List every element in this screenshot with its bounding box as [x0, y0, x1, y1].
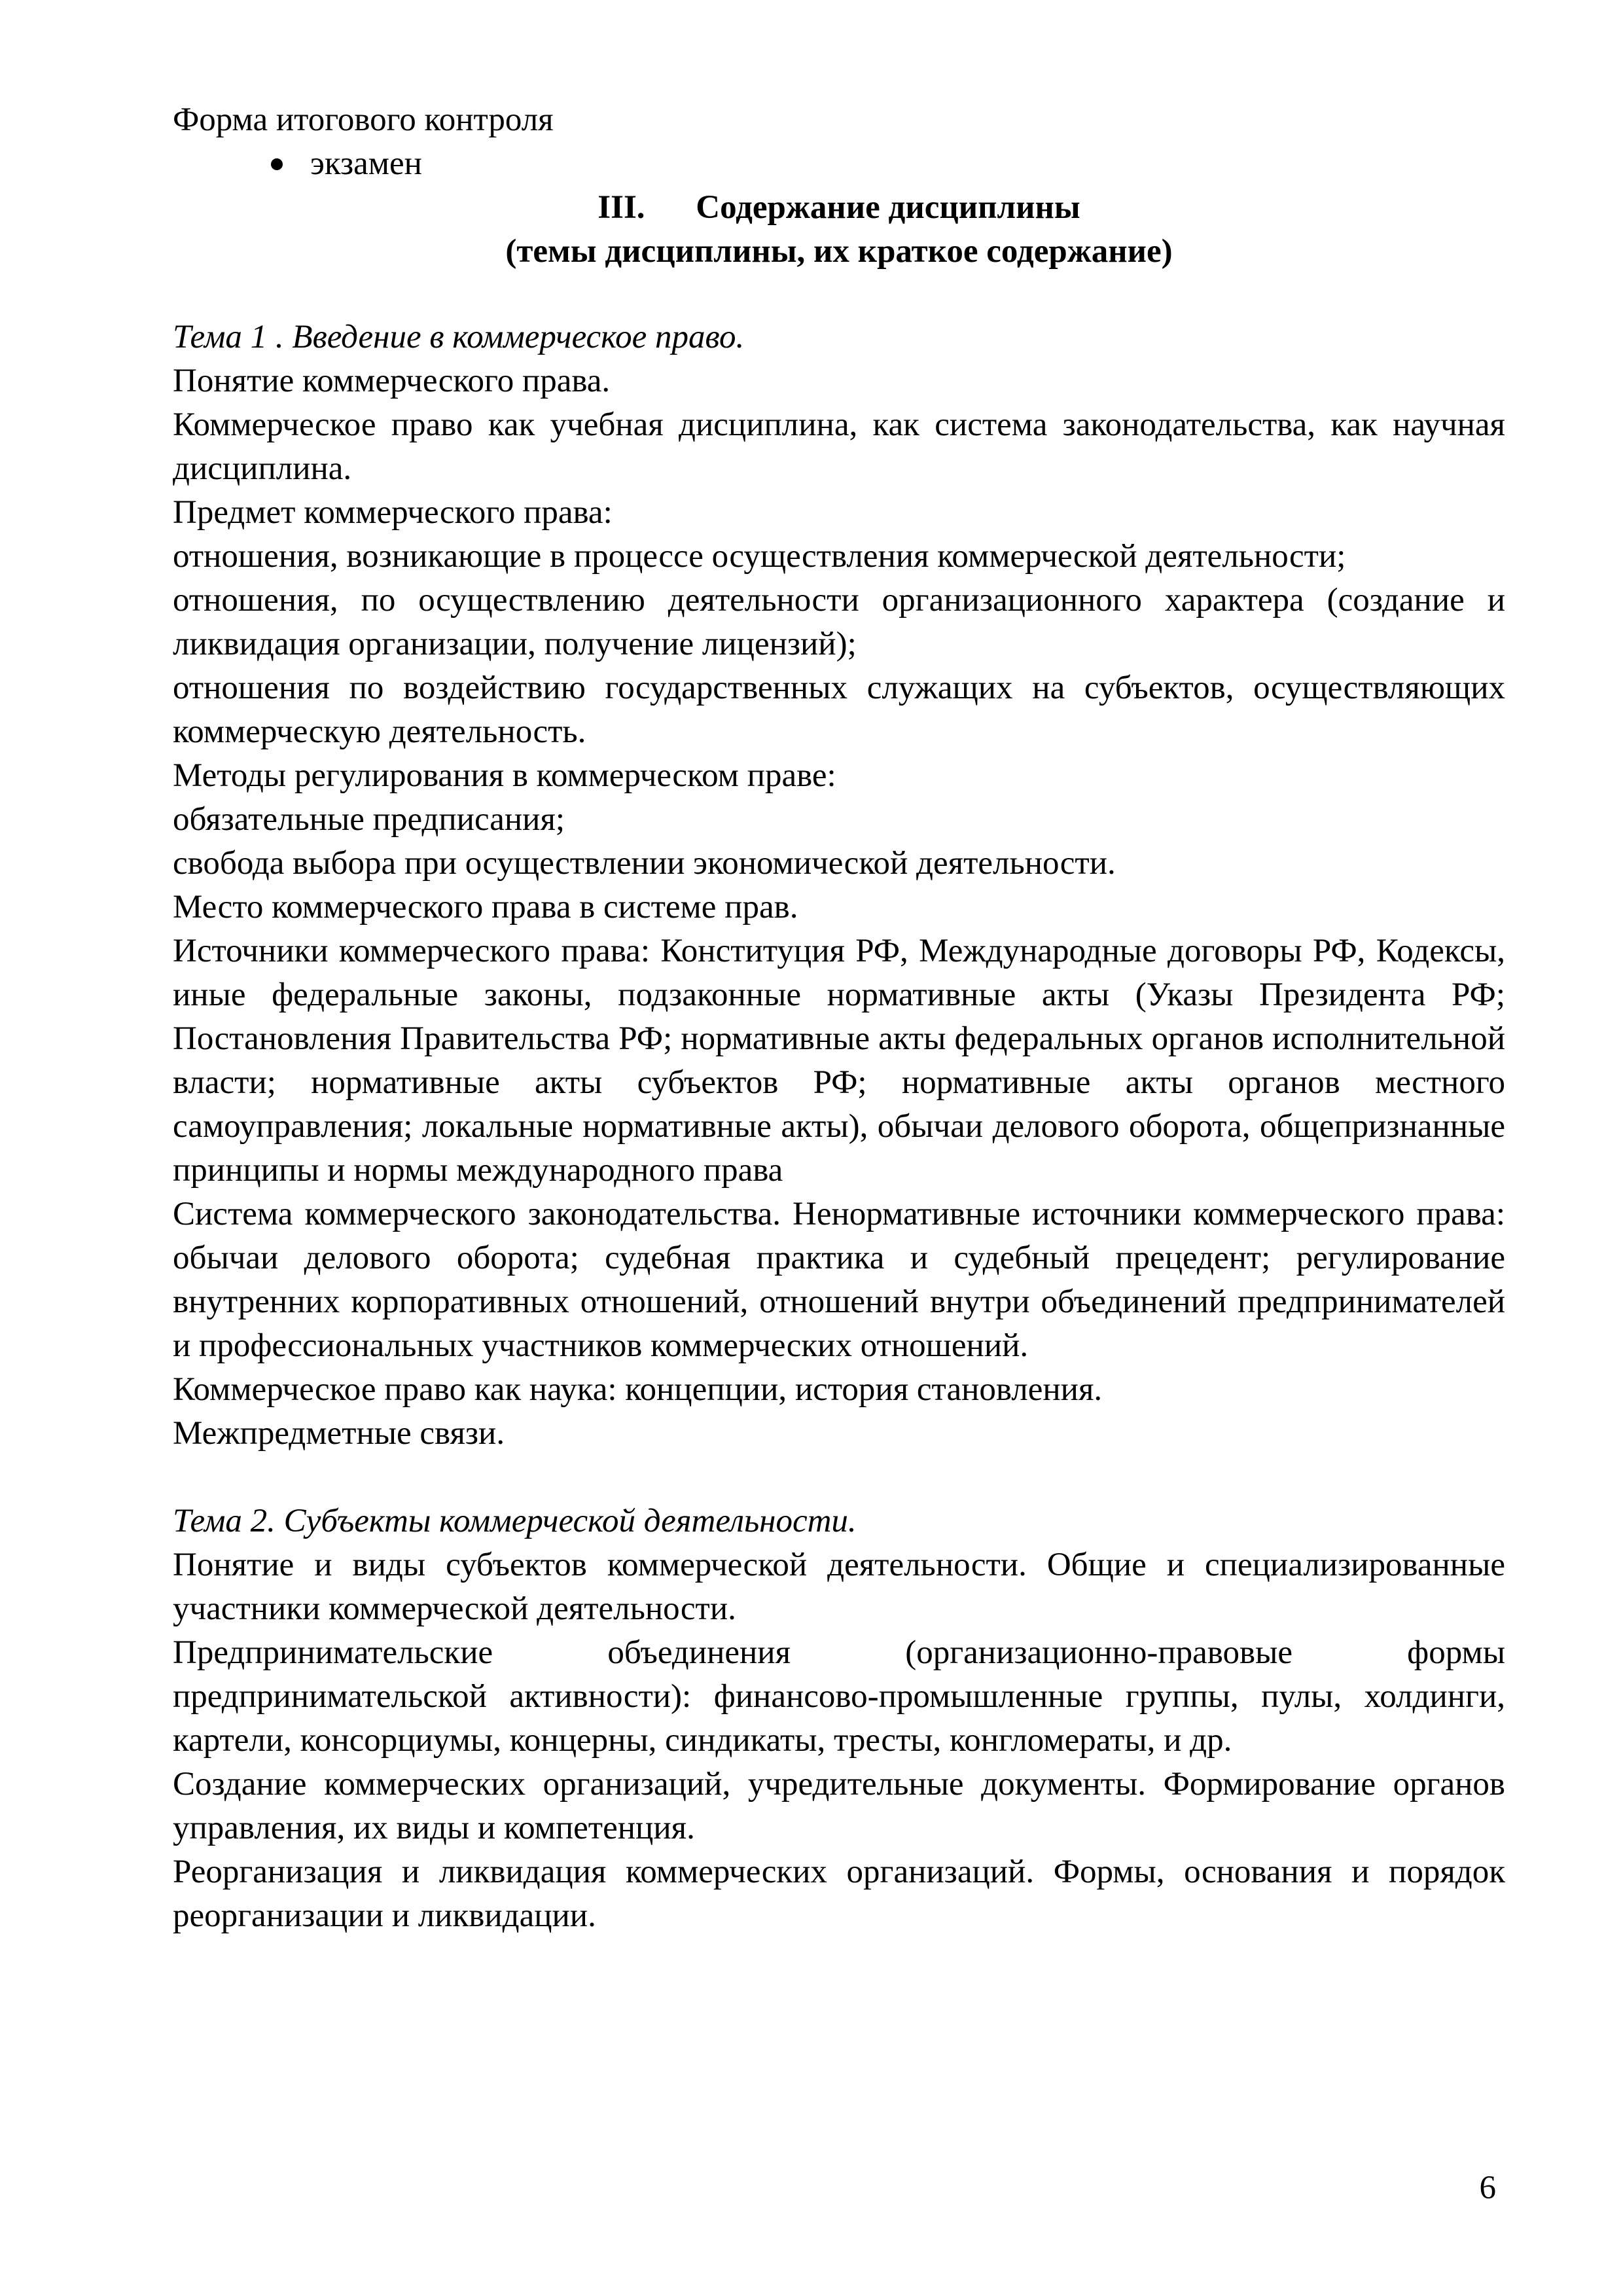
topic-1-paragraph: отношения, возникающие в процессе осуществления коммерческой деятельности; — [173, 538, 1346, 575]
section-subtitle: (темы дисциплины, их краткое содержание) — [505, 233, 1173, 270]
topic-1-paragraph: отношения по воздействию государственных служащих на субъектов, осуществляющих коммерческую деятельность. — [173, 670, 1505, 750]
topic-1-paragraph: Методы регулирования в коммерческом праве: — [173, 757, 836, 794]
topic-1-paragraph: свобода выбора при осуществлении экономической деятельности. — [173, 845, 1116, 882]
topic-2-paragraph: Предпринимательские объединения (организационно-правовые формы предпринимательской активности): финансово-промышленные группы, пулы, холдинги, картели, консорциумы, концерны, синдикаты, тресты, конгломераты, и др. — [173, 1634, 1505, 1759]
topic-1-paragraph: Коммерческое право как наука: концепции, история становления. — [173, 1371, 1103, 1408]
page-number: 6 — [1479, 2170, 1496, 2206]
topic-1-paragraph: отношения, по осуществлению деятельности организационного характера (создание и ликвидация организации, получение лицензий); — [173, 582, 1505, 662]
topic-2-paragraph: Понятие и виды субъектов коммерческой деятельности. Общие и специализированные участники коммерческой деятельности. — [173, 1547, 1505, 1627]
control-form-label: Форма итогового контроля — [173, 101, 554, 138]
section-number: III. — [597, 189, 645, 226]
topic-1-paragraph: обязательные предписания; — [173, 801, 565, 838]
document-page — [173, 98, 1505, 1938]
topic-1-paragraph: Место коммерческого права в системе прав. — [173, 889, 798, 925]
topic-2 — [173, 1499, 1505, 1938]
topic-1-paragraph: Источники коммерческого права: Конституция РФ, Международные договоры РФ, Кодексы, иные федеральные законы, подзаконные нормативные акты (Указы Президента РФ; Постановления Правительства РФ; нормативные акты федеральных органов исполнительной власти; нормативные акты субъектов РФ; нормативные акты органов местного самоуправления; локальные нормативные акты), обычаи делового оборота, общепризнанные принципы и нормы международного права — [173, 933, 1505, 1189]
bullet-dot-icon — [271, 158, 283, 170]
exam-bullet-item — [173, 142, 1505, 186]
topic-1-title: Тема 1 . Введение в коммерческое право. — [173, 319, 745, 355]
section-title: Содержание дисциплины — [696, 189, 1080, 226]
topic-1-paragraph: Коммерческое право как учебная дисциплина, как система законодательства, как научная дисциплина. — [173, 406, 1505, 487]
topic-2-title: Тема 2. Субъекты коммерческой деятельности. — [173, 1503, 857, 1539]
section-heading — [173, 186, 1505, 230]
topic-1 — [173, 315, 1505, 1456]
topic-2-paragraph: Реорганизация и ликвидация коммерческих организаций. Формы, основания и порядок реорганизации и ликвидации. — [173, 1854, 1505, 1934]
topic-1-paragraph: Межпредметные связи. — [173, 1415, 505, 1452]
topic-1-paragraph: Предмет коммерческого права: — [173, 494, 613, 531]
topic-2-paragraph: Создание коммерческих организаций, учредительные документы. Формирование органов управления, их виды и компетенция. — [173, 1766, 1505, 1846]
exam-bullet-text: экзамен — [310, 145, 422, 182]
topic-1-paragraph: Понятие коммерческого права. — [173, 363, 611, 399]
topic-1-paragraph: Система коммерческого законодательства. Ненормативные источники коммерческого права: обычаи делового оборота; судебная практика и судебный прецедент; регулирование внутренних корпоративных отношений, отношений внутри объединений предпринимателей и профессиональных участников коммерческих отношений. — [173, 1196, 1505, 1364]
